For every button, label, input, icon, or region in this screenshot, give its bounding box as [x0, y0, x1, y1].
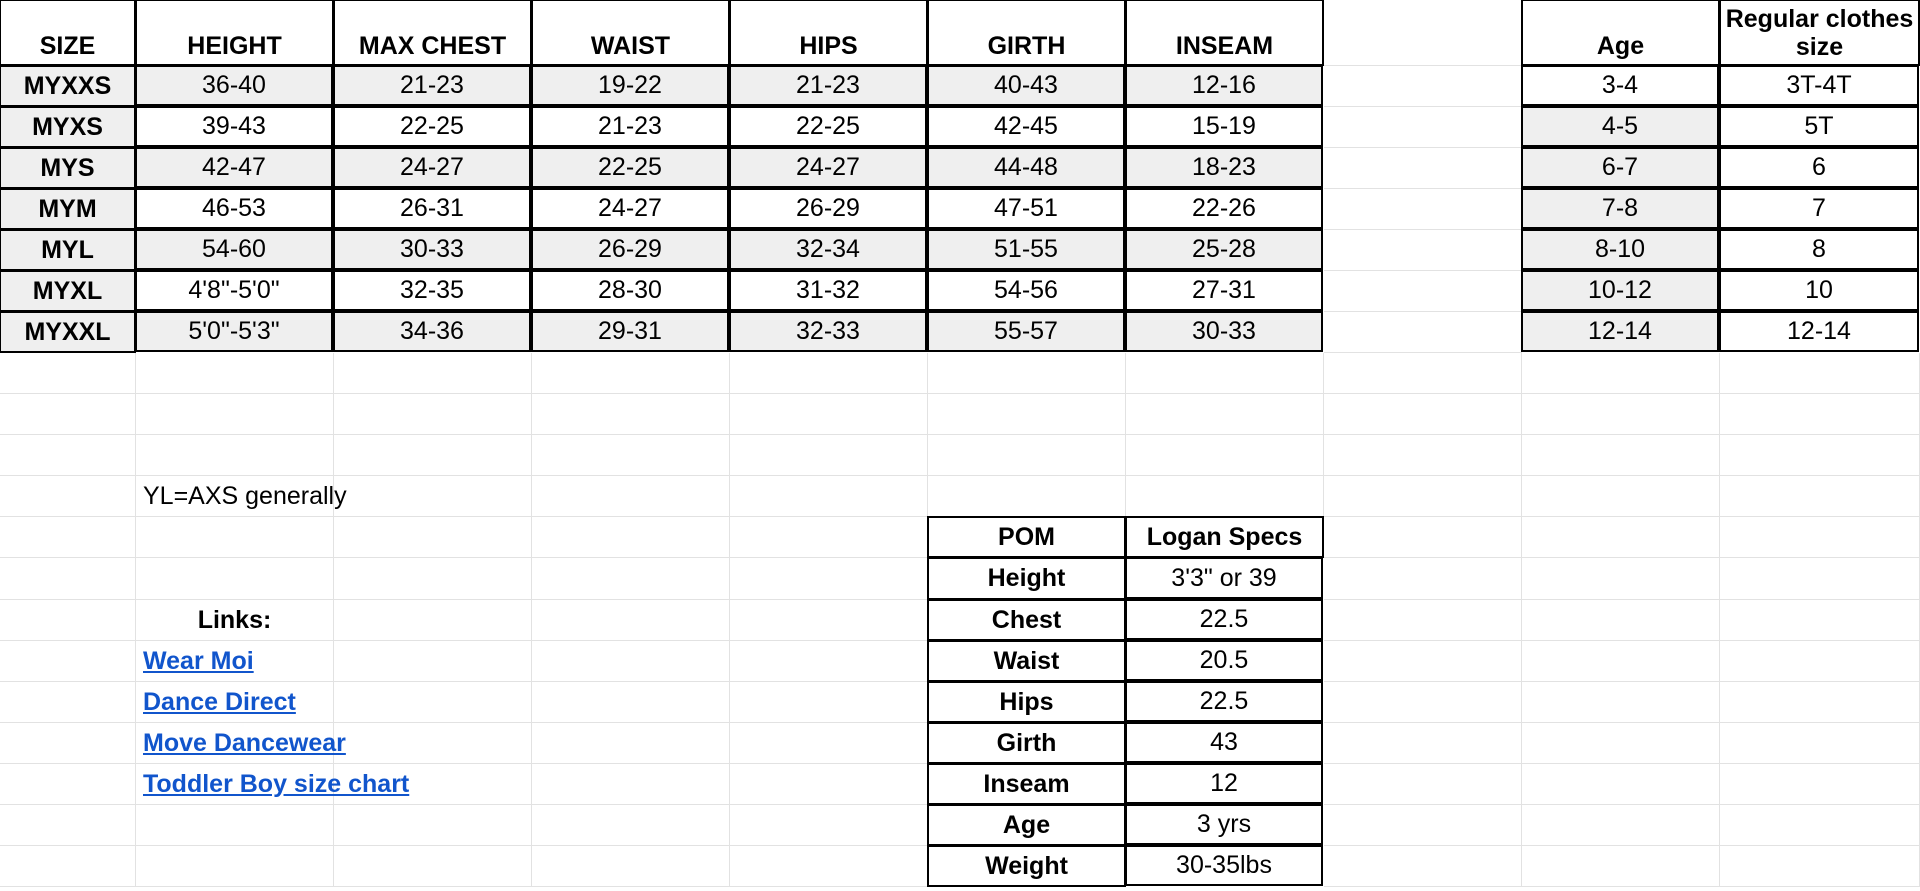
size-value-cell[interactable]: 22-26: [1125, 188, 1323, 229]
clothes-size-cell[interactable]: 3T-4T: [1719, 65, 1919, 106]
empty-cell[interactable]: [1324, 805, 1522, 846]
age-cell[interactable]: 8-10: [1521, 229, 1719, 270]
empty-cell[interactable]: [0, 805, 136, 846]
size-value-cell[interactable]: 21-23: [333, 65, 531, 106]
empty-cell[interactable]: [1522, 435, 1720, 476]
size-value-cell[interactable]: 44-48: [927, 147, 1125, 188]
empty-cell[interactable]: [928, 353, 1126, 394]
empty-cell[interactable]: [1720, 723, 1920, 764]
size-value-cell[interactable]: 15-19: [1125, 106, 1323, 147]
header-pom[interactable]: POM: [927, 516, 1126, 558]
empty-cell[interactable]: [532, 846, 730, 887]
empty-cell[interactable]: [334, 353, 532, 394]
size-value-cell[interactable]: 21-23: [729, 65, 927, 106]
age-cell[interactable]: 10-12: [1521, 270, 1719, 311]
empty-cell[interactable]: [1522, 641, 1720, 682]
empty-cell[interactable]: [532, 764, 730, 805]
empty-cell[interactable]: [1720, 805, 1920, 846]
empty-cell[interactable]: [532, 682, 730, 723]
size-label-cell[interactable]: MYL: [0, 229, 136, 271]
header-max-chest[interactable]: MAX CHEST: [333, 0, 532, 66]
empty-cell[interactable]: [0, 641, 136, 682]
size-label-cell[interactable]: MYXXS: [0, 65, 136, 107]
empty-cell[interactable]: [1522, 476, 1720, 517]
empty-cell[interactable]: [334, 394, 532, 435]
note-cell[interactable]: YL=AXS generally: [136, 476, 334, 517]
empty-cell[interactable]: [730, 641, 928, 682]
size-value-cell[interactable]: 22-25: [531, 147, 729, 188]
clothes-size-cell[interactable]: 7: [1719, 188, 1919, 229]
empty-cell[interactable]: [532, 353, 730, 394]
empty-cell[interactable]: [928, 435, 1126, 476]
empty-cell[interactable]: [136, 394, 334, 435]
size-value-cell[interactable]: 18-23: [1125, 147, 1323, 188]
header-waist[interactable]: WAIST: [531, 0, 730, 66]
empty-cell[interactable]: [532, 641, 730, 682]
empty-cell[interactable]: [532, 476, 730, 517]
age-cell[interactable]: 7-8: [1521, 188, 1719, 229]
empty-cell[interactable]: [1522, 682, 1720, 723]
empty-cell[interactable]: [0, 558, 136, 600]
empty-cell[interactable]: [1720, 558, 1920, 600]
size-value-cell[interactable]: 55-57: [927, 311, 1125, 352]
empty-cell[interactable]: [1720, 846, 1920, 887]
empty-cell[interactable]: [1522, 558, 1720, 600]
empty-cell[interactable]: [1324, 189, 1522, 230]
empty-cell[interactable]: [1324, 723, 1522, 764]
empty-cell[interactable]: [1324, 0, 1522, 66]
header-girth[interactable]: GIRTH: [927, 0, 1126, 66]
empty-cell[interactable]: [730, 476, 928, 517]
spec-pom-cell[interactable]: Weight: [927, 845, 1126, 887]
spec-value-cell[interactable]: 30-35lbs: [1125, 845, 1323, 886]
size-value-cell[interactable]: 24-27: [531, 188, 729, 229]
empty-cell[interactable]: [1324, 682, 1522, 723]
move-dancewear-link[interactable]: Move Dancewear: [143, 728, 346, 757]
size-value-cell[interactable]: 42-45: [927, 106, 1125, 147]
spec-value-cell[interactable]: 3'3" or 39: [1125, 557, 1323, 599]
spec-value-cell[interactable]: 12: [1125, 763, 1323, 804]
size-value-cell[interactable]: 31-32: [729, 270, 927, 311]
empty-cell[interactable]: [1324, 312, 1522, 353]
link-cell[interactable]: [136, 723, 346, 764]
link-cell[interactable]: [136, 682, 334, 723]
size-value-cell[interactable]: 32-34: [729, 229, 927, 270]
clothes-size-cell[interactable]: 8: [1719, 229, 1919, 270]
header-height[interactable]: HEIGHT: [135, 0, 334, 66]
empty-cell[interactable]: [1324, 230, 1522, 271]
age-cell[interactable]: 6-7: [1521, 147, 1719, 188]
empty-cell[interactable]: [334, 517, 532, 558]
empty-cell[interactable]: [532, 435, 730, 476]
empty-cell[interactable]: [334, 805, 532, 846]
empty-cell[interactable]: [1720, 476, 1920, 517]
size-value-cell[interactable]: 4'8"-5'0": [135, 270, 333, 311]
empty-cell[interactable]: [928, 476, 1126, 517]
size-value-cell[interactable]: 36-40: [135, 65, 333, 106]
empty-cell[interactable]: [1522, 846, 1720, 887]
dance-direct-link[interactable]: Dance Direct: [143, 687, 296, 716]
toddler-boy-size-chart-link[interactable]: Toddler Boy size chart: [143, 769, 410, 798]
empty-cell[interactable]: [1720, 600, 1920, 641]
empty-cell[interactable]: [0, 723, 136, 764]
empty-cell[interactable]: [334, 600, 532, 641]
empty-cell[interactable]: [334, 641, 532, 682]
empty-cell[interactable]: [0, 517, 136, 558]
empty-cell[interactable]: [136, 353, 334, 394]
size-value-cell[interactable]: 22-25: [333, 106, 531, 147]
size-value-cell[interactable]: 21-23: [531, 106, 729, 147]
spec-pom-cell[interactable]: Waist: [927, 640, 1126, 682]
empty-cell[interactable]: [136, 435, 334, 476]
empty-cell[interactable]: [334, 682, 532, 723]
age-cell[interactable]: 3-4: [1521, 65, 1719, 106]
empty-cell[interactable]: [0, 846, 136, 887]
empty-cell[interactable]: [1324, 517, 1522, 558]
empty-cell[interactable]: [1720, 517, 1920, 558]
size-value-cell[interactable]: 29-31: [531, 311, 729, 352]
empty-cell[interactable]: [730, 846, 928, 887]
empty-cell[interactable]: [1720, 682, 1920, 723]
spec-pom-cell[interactable]: Chest: [927, 599, 1126, 641]
header-inseam[interactable]: INSEAM: [1125, 0, 1324, 66]
empty-cell[interactable]: [1324, 846, 1522, 887]
empty-cell[interactable]: [136, 558, 334, 600]
spec-pom-cell[interactable]: Hips: [927, 681, 1126, 723]
size-label-cell[interactable]: MYXL: [0, 270, 136, 312]
empty-cell[interactable]: [1324, 641, 1522, 682]
empty-cell[interactable]: [1324, 764, 1522, 805]
size-value-cell[interactable]: 47-51: [927, 188, 1125, 229]
empty-cell[interactable]: [928, 394, 1126, 435]
empty-cell[interactable]: [1522, 353, 1720, 394]
empty-cell[interactable]: [334, 723, 532, 764]
empty-cell[interactable]: [1324, 107, 1522, 148]
size-label-cell[interactable]: MYM: [0, 188, 136, 230]
size-label-cell[interactable]: MYXXL: [0, 311, 136, 353]
empty-cell[interactable]: [532, 600, 730, 641]
empty-cell[interactable]: [532, 517, 730, 558]
empty-cell[interactable]: [1720, 353, 1920, 394]
empty-cell[interactable]: [1126, 476, 1324, 517]
size-value-cell[interactable]: 5'0"-5'3": [135, 311, 333, 352]
empty-cell[interactable]: [0, 682, 136, 723]
empty-cell[interactable]: [1522, 394, 1720, 435]
size-value-cell[interactable]: 30-33: [333, 229, 531, 270]
size-value-cell[interactable]: 32-33: [729, 311, 927, 352]
empty-cell[interactable]: [730, 517, 928, 558]
size-label-cell[interactable]: MYS: [0, 147, 136, 189]
size-value-cell[interactable]: 26-29: [531, 229, 729, 270]
spec-value-cell[interactable]: 3 yrs: [1125, 804, 1323, 845]
spec-value-cell[interactable]: 22.5: [1125, 599, 1323, 640]
empty-cell[interactable]: [1126, 353, 1324, 394]
header-regular-clothes-size[interactable]: Regular clothes size: [1719, 0, 1920, 66]
empty-cell[interactable]: [730, 682, 928, 723]
empty-cell[interactable]: [1324, 476, 1522, 517]
empty-cell[interactable]: [1126, 394, 1324, 435]
size-value-cell[interactable]: 26-31: [333, 188, 531, 229]
empty-cell[interactable]: [730, 435, 928, 476]
header-size[interactable]: SIZE: [0, 0, 136, 66]
empty-cell[interactable]: [1324, 148, 1522, 189]
empty-cell[interactable]: [1324, 600, 1522, 641]
empty-cell[interactable]: [136, 517, 334, 558]
spec-value-cell[interactable]: 22.5: [1125, 681, 1323, 722]
size-value-cell[interactable]: 24-27: [333, 147, 531, 188]
spec-value-cell[interactable]: 43: [1125, 722, 1323, 763]
empty-cell[interactable]: [334, 435, 532, 476]
size-value-cell[interactable]: 25-28: [1125, 229, 1323, 270]
size-value-cell[interactable]: 22-25: [729, 106, 927, 147]
spec-pom-cell[interactable]: Height: [927, 557, 1126, 600]
empty-cell[interactable]: [0, 435, 136, 476]
size-value-cell[interactable]: 42-47: [135, 147, 333, 188]
empty-cell[interactable]: [0, 764, 136, 805]
empty-cell[interactable]: [730, 600, 928, 641]
size-label-cell[interactable]: MYXS: [0, 106, 136, 148]
size-value-cell[interactable]: 46-53: [135, 188, 333, 229]
size-value-cell[interactable]: 51-55: [927, 229, 1125, 270]
empty-cell[interactable]: [1720, 435, 1920, 476]
empty-cell[interactable]: [730, 723, 928, 764]
size-value-cell[interactable]: 28-30: [531, 270, 729, 311]
spec-pom-cell[interactable]: Girth: [927, 722, 1126, 764]
size-value-cell[interactable]: 54-60: [135, 229, 333, 270]
empty-cell[interactable]: [1324, 353, 1522, 394]
empty-cell[interactable]: [0, 353, 136, 394]
empty-cell[interactable]: [1522, 517, 1720, 558]
size-value-cell[interactable]: 19-22: [531, 65, 729, 106]
size-value-cell[interactable]: 34-36: [333, 311, 531, 352]
empty-cell[interactable]: [0, 476, 136, 517]
size-value-cell[interactable]: 32-35: [333, 270, 531, 311]
header-hips[interactable]: HIPS: [729, 0, 928, 66]
size-value-cell[interactable]: 12-16: [1125, 65, 1323, 106]
empty-cell[interactable]: [1720, 394, 1920, 435]
links-heading[interactable]: Links:: [136, 600, 334, 641]
spec-value-cell[interactable]: 20.5: [1125, 640, 1323, 681]
link-cell[interactable]: [136, 641, 334, 682]
header-age[interactable]: Age: [1521, 0, 1720, 66]
empty-cell[interactable]: [1126, 435, 1324, 476]
empty-cell[interactable]: [532, 558, 730, 600]
empty-cell[interactable]: [1522, 600, 1720, 641]
empty-cell[interactable]: [730, 764, 928, 805]
empty-cell[interactable]: [1522, 805, 1720, 846]
age-cell[interactable]: 4-5: [1521, 106, 1719, 147]
empty-cell[interactable]: [1324, 435, 1522, 476]
header-logan-specs[interactable]: Logan Specs: [1125, 516, 1324, 558]
empty-cell[interactable]: [1324, 394, 1522, 435]
empty-cell[interactable]: [1324, 66, 1522, 107]
size-value-cell[interactable]: 54-56: [927, 270, 1125, 311]
empty-cell[interactable]: [1720, 764, 1920, 805]
empty-cell[interactable]: [0, 600, 136, 641]
link-cell[interactable]: [136, 764, 410, 805]
empty-cell[interactable]: [136, 846, 334, 887]
empty-cell[interactable]: [730, 353, 928, 394]
empty-cell[interactable]: [1522, 764, 1720, 805]
spec-pom-cell[interactable]: Age: [927, 804, 1126, 846]
size-value-cell[interactable]: 30-33: [1125, 311, 1323, 352]
empty-cell[interactable]: [136, 805, 334, 846]
empty-cell[interactable]: [532, 394, 730, 435]
size-value-cell[interactable]: 24-27: [729, 147, 927, 188]
clothes-size-cell[interactable]: 6: [1719, 147, 1919, 188]
size-value-cell[interactable]: 27-31: [1125, 270, 1323, 311]
wear-moi-link[interactable]: Wear Moi: [143, 646, 254, 675]
size-value-cell[interactable]: 26-29: [729, 188, 927, 229]
clothes-size-cell[interactable]: 12-14: [1719, 311, 1919, 352]
empty-cell[interactable]: [334, 476, 532, 517]
age-cell[interactable]: 12-14: [1521, 311, 1719, 352]
empty-cell[interactable]: [0, 394, 136, 435]
clothes-size-cell[interactable]: 5T: [1719, 106, 1919, 147]
empty-cell[interactable]: [1720, 641, 1920, 682]
empty-cell[interactable]: [730, 558, 928, 600]
clothes-size-cell[interactable]: 10: [1719, 270, 1919, 311]
empty-cell[interactable]: [730, 805, 928, 846]
size-value-cell[interactable]: 39-43: [135, 106, 333, 147]
empty-cell[interactable]: [532, 723, 730, 764]
spec-pom-cell[interactable]: Inseam: [927, 763, 1126, 805]
empty-cell[interactable]: [532, 805, 730, 846]
empty-cell[interactable]: [334, 558, 532, 600]
empty-cell[interactable]: [1324, 271, 1522, 312]
empty-cell[interactable]: [1324, 558, 1522, 600]
empty-cell[interactable]: [730, 394, 928, 435]
size-value-cell[interactable]: 40-43: [927, 65, 1125, 106]
empty-cell[interactable]: [334, 846, 532, 887]
empty-cell[interactable]: [1522, 723, 1720, 764]
